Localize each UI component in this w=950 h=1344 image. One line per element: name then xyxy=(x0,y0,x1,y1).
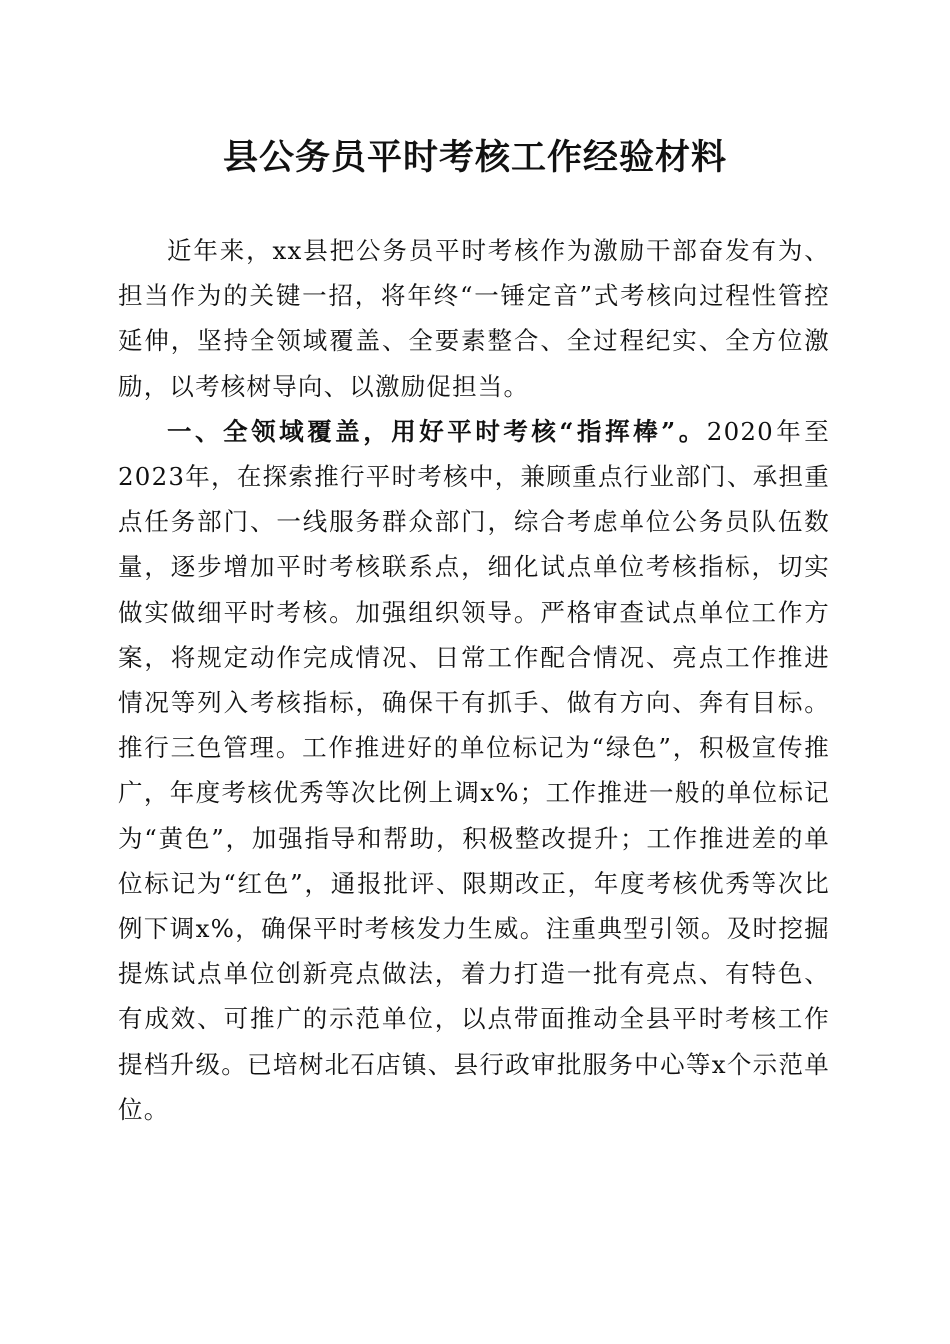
intro-paragraph: 近年来，xx县把公务员平时考核作为激励干部奋发有为、担当作为的关键一招，将年终“一锤定音”式考核向过程性管控延伸，坚持全领域覆盖、全要素整合、全过程纪实、全方位激励，以考核树导向、以激励促担当。 xyxy=(118,236,830,401)
document-title: 县公务员平时考核工作经验材料 xyxy=(222,137,727,178)
section-1-heading: 一、全领域覆盖，用好平时考核“指挥棒”。 xyxy=(167,416,707,446)
section-1-text: 2020年至2023年，在探索推行平时考核中，兼顾重点行业部门、承担重点任务部门、一线服务群众部门，综合考虑单位公务员队伍数量，逐步增加平时考核联系点，细化试点单位考核指标，切实做实做细平时考核。加强组织领导。严格审查试点单位工作方案，将规定动作完成情况、日常工作配合情况、亮点工作推进情况等列入考核指标，确保干有抓手、做有方向、奔有目标。推行三色管理。工作推进好的单位标记为“绿色”，积极宣传推广，年度考核优秀等次比例上调x%；工作推进一般的单位标记为“黄色”，加强指导和帮助，积极整改提升；工作推进差的单位标记为“红色”，通报批评、限期改正，年度考核优秀等次比例下调x%，确保平时考核发力生威。注重典型引领。及时挖掘提炼试点单位创新亮点做法，着力打造一批有亮点、有特色、有成效、可推广的示范单位，以点带面推动全县平时考核工作提档升级。已培树北石店镇、县行政审批服务中心等x个示范单位。 xyxy=(118,416,830,1124)
section-1-paragraph xyxy=(118,409,830,1132)
document-body xyxy=(118,228,830,1132)
